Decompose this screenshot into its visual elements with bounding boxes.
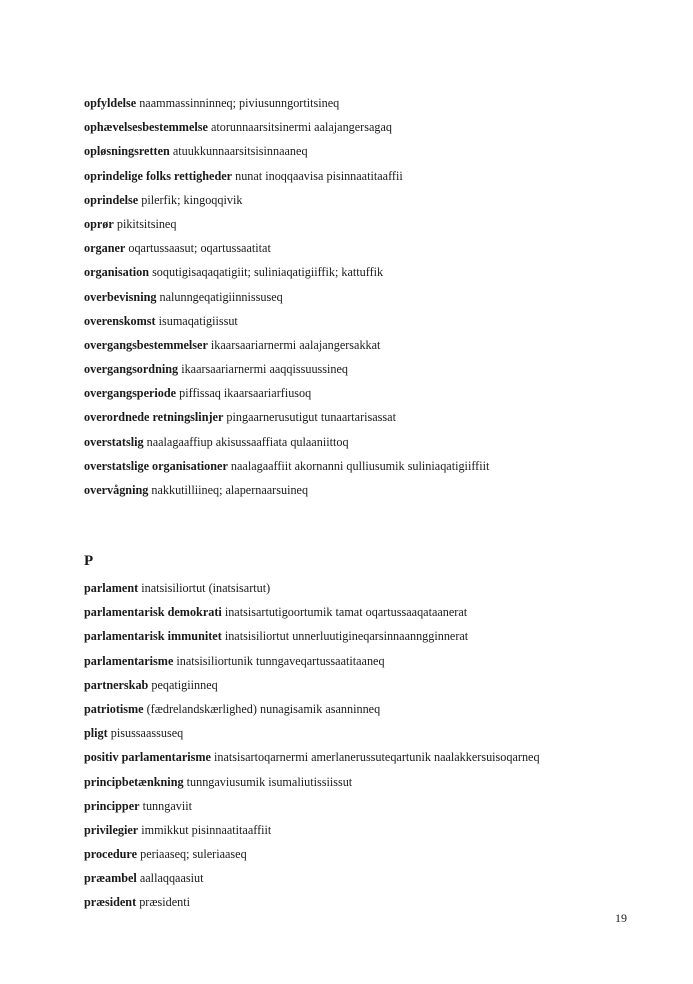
glossary-entry	[84, 117, 489, 141]
entry-term: parlamentarisk immunitet	[84, 629, 222, 644]
glossary-entry	[84, 432, 489, 456]
entry-translation: naalagaaffiit akornanni qulliusumik suliniaqatigiiffiit	[230, 458, 490, 473]
page-number: 19	[615, 911, 627, 925]
glossary-entry	[84, 407, 489, 431]
glossary-entry	[84, 287, 489, 311]
glossary-entry	[84, 747, 540, 771]
entry-term: ophævelsesbestemmelse	[84, 120, 208, 135]
entry-term: parlamentarisme	[84, 653, 174, 668]
entry-term: patriotisme	[84, 701, 144, 716]
entry-term: overbevisning	[84, 289, 157, 304]
entry-translation: nalunngeqatigiinnissuseq	[159, 289, 283, 304]
glossary-entry	[84, 93, 489, 117]
glossary-entry	[84, 311, 489, 335]
entry-term: pligt	[84, 726, 108, 741]
glossary-entry	[84, 892, 540, 916]
entry-translation: nunat inoqqaavisa pisinnaatitaaffii	[235, 168, 403, 183]
glossary-entry	[84, 772, 540, 796]
glossary-entry	[84, 238, 489, 262]
entry-term: principper	[84, 798, 140, 813]
glossary-entry	[84, 868, 540, 892]
glossary-entry	[84, 844, 540, 868]
entry-translation: pikitsitsineq	[116, 216, 177, 231]
entry-translation: atorunnaarsitsinermi aalajangersagaq	[210, 120, 392, 135]
entry-term: overgangsbestemmelser	[84, 337, 208, 352]
entry-term: partnerskab	[84, 677, 149, 692]
entry-translation: tunngaviusumik isumaliutissiissut	[186, 774, 353, 789]
entry-translation: inatsisiliortut (inatsisartut)	[141, 581, 271, 595]
glossary-entry	[84, 480, 489, 504]
entry-translation: pisussaassuseq	[110, 726, 184, 741]
entry-translation: tunngaviit	[142, 798, 193, 813]
entry-term: opløsningsretten	[84, 144, 170, 159]
entry-term: positiv parlamentarisme	[84, 750, 211, 765]
entry-term: oprør	[84, 216, 114, 231]
entry-term: parlamentarisk demokrati	[84, 605, 222, 620]
glossary-entry	[84, 214, 489, 238]
glossary-entry	[84, 335, 489, 359]
entry-term: organisation	[84, 265, 150, 280]
entry-term: principbetænkning	[84, 774, 184, 789]
entry-translation: inatsisartoqarnermi amerlanerussuteqartunik naalakkersuisoqarneq	[214, 750, 540, 765]
entry-term: opfyldelse	[84, 96, 137, 110]
entry-translation: isumaqatigiissut	[158, 313, 238, 328]
entry-term: præambel	[84, 871, 137, 886]
entry-translation: nakkutilliineq; alapernaarsuineq	[151, 483, 309, 497]
section-letter-heading: P	[84, 553, 94, 569]
glossary-entry	[84, 820, 540, 844]
entry-term: parlament	[84, 581, 139, 595]
entry-term: privilegier	[84, 822, 139, 837]
glossary-entry	[84, 190, 489, 214]
entry-term: overgangsordning	[84, 362, 179, 377]
entry-term: overenskomst	[84, 313, 156, 328]
entry-term: overvågning	[84, 483, 149, 497]
entry-translation: ikaarsaariarnermi aaqqissuussineq	[181, 362, 349, 377]
section-p-entries	[84, 578, 540, 917]
entry-translation: naalagaaffiup akisussaaffiata qulaaniittoq	[146, 434, 349, 449]
glossary-entry	[84, 383, 489, 407]
entry-term: organer	[84, 241, 126, 256]
entry-translation: pingaarnerusutigut tunaartarisassat	[226, 410, 396, 425]
entry-term: præsident	[84, 895, 137, 910]
entry-term: oprindelse	[84, 192, 139, 207]
entry-term: procedure	[84, 847, 138, 862]
glossary-entry	[84, 796, 540, 820]
glossary-entry	[84, 456, 489, 480]
glossary-entry	[84, 166, 489, 190]
entry-translation: periaaseq; suleriaaseq	[140, 847, 247, 862]
entry-translation: naammassinninneq; piviusunngortitsineq	[139, 96, 340, 110]
glossary-entry	[84, 723, 540, 747]
entry-translation: (fædrelandskærlighed) nunagisamik asanninneq	[146, 701, 381, 716]
entry-term: oprindelige folks rettigheder	[84, 168, 233, 183]
glossary-entry	[84, 262, 489, 286]
entry-translation: immikkut pisinnaatitaaffiit	[141, 822, 272, 837]
entry-translation: atuukkunnaarsitsisinnaaneq	[172, 144, 308, 159]
glossary-entry	[84, 626, 540, 650]
entry-translation: præsidenti	[139, 895, 190, 910]
entry-translation: pilerfik; kingoqqivik	[141, 192, 243, 207]
entry-term: overstatslig	[84, 434, 144, 449]
entry-translation: piffissaq ikaarsaariarfiusoq	[179, 386, 312, 401]
entry-term: overgangsperiode	[84, 386, 177, 401]
glossary-entry	[84, 359, 489, 383]
glossary-entry	[84, 675, 540, 699]
glossary-entry	[84, 141, 489, 165]
entry-translation: inatsisiliortut unnerluutigineqarsinnaanngginnerat	[224, 629, 469, 644]
glossary-entry	[84, 699, 540, 723]
entry-term: overstatslige organisationer	[84, 458, 228, 473]
entry-translation: aallaqqaasiut	[139, 871, 204, 886]
entry-translation: inatsisiliortunik tunngaveqartussaatitaaneq	[176, 653, 385, 668]
entry-translation: peqatigiinneq	[151, 677, 218, 692]
section-o-entries	[84, 93, 489, 504]
entry-translation: ikaarsaariarnermi aalajangersakkat	[210, 337, 381, 352]
entry-translation: oqartussaasut; oqartussaatitat	[128, 241, 271, 256]
entry-translation: soqutigisaqaqatigiit; suliniaqatigiiffik; kattuffik	[152, 265, 384, 280]
glossary-entry	[84, 651, 540, 675]
glossary-entry	[84, 578, 540, 602]
glossary-entry	[84, 602, 540, 626]
entry-translation: inatsisartutigoortumik tamat oqartussaaqataanerat	[224, 605, 468, 620]
entry-term: overordnede retningslinjer	[84, 410, 224, 425]
